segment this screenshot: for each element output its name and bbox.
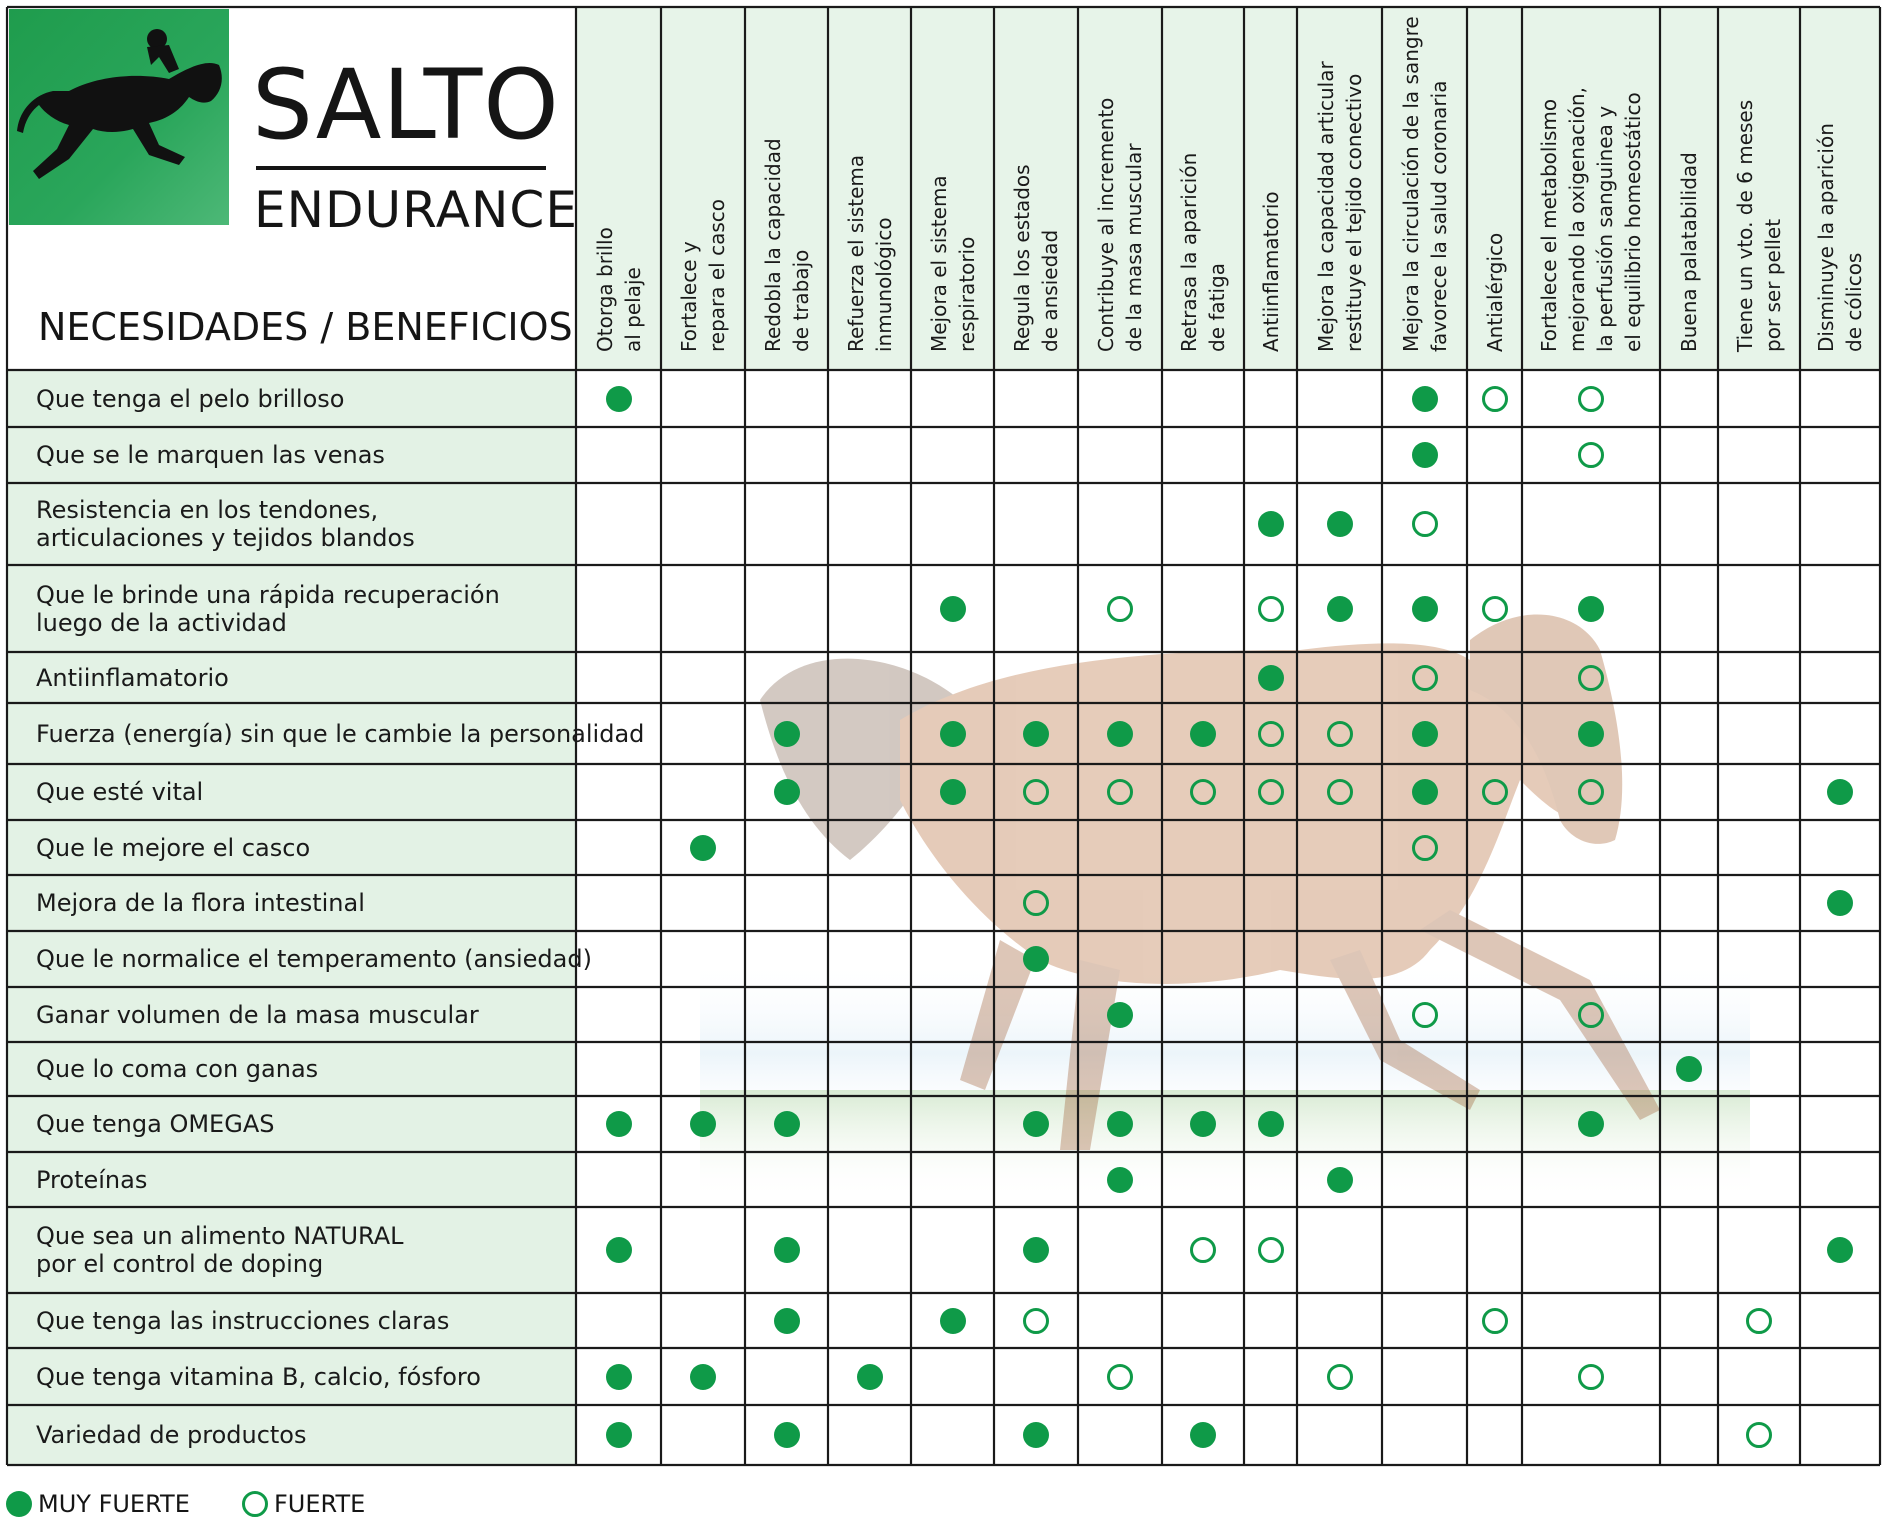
outline-circle-icon <box>1258 779 1284 805</box>
filled-circle-icon <box>1258 1111 1284 1137</box>
filled-circle-icon <box>1107 1111 1133 1137</box>
outline-circle-icon <box>1578 1002 1604 1028</box>
filled-circle-icon <box>1412 386 1438 412</box>
outline-circle-icon <box>1482 386 1508 412</box>
outline-circle-icon <box>242 1491 268 1517</box>
outline-circle-icon <box>1746 1422 1772 1448</box>
brand-subtitle: ENDURANCE <box>254 181 578 239</box>
outline-circle-icon <box>1258 721 1284 747</box>
filled-circle-icon <box>940 779 966 805</box>
outline-circle-icon <box>1258 596 1284 622</box>
column-header: Tiene un vto. de 6 meses por ser pellet <box>1733 99 1785 352</box>
filled-circle-icon <box>1190 1422 1216 1448</box>
outline-circle-icon <box>1578 1364 1604 1390</box>
logo-box <box>9 9 229 225</box>
outline-circle-icon <box>1746 1308 1772 1334</box>
filled-circle-icon <box>1412 721 1438 747</box>
row-label: Ganar volumen de la masa muscular <box>36 1000 479 1029</box>
filled-circle-icon <box>606 386 632 412</box>
row-label: Que le normalice el temperamento (ansiedad) <box>36 945 592 973</box>
filled-circle-icon <box>774 1308 800 1334</box>
legend-strong-label: MUY FUERTE <box>38 1490 190 1518</box>
row-label: Que le mejore el casco <box>36 833 311 862</box>
row-label: Antiinflamatorio <box>36 663 229 692</box>
outline-circle-icon <box>1107 1364 1133 1390</box>
filled-circle-icon <box>1412 442 1438 468</box>
outline-circle-icon <box>1327 779 1353 805</box>
filled-circle-icon <box>606 1111 632 1137</box>
outline-circle-icon <box>1482 1308 1508 1334</box>
filled-circle-icon <box>690 1364 716 1390</box>
outline-circle-icon <box>1023 1308 1049 1334</box>
filled-circle-icon <box>940 1308 966 1334</box>
filled-circle-icon <box>1327 511 1353 537</box>
filled-circle-icon <box>1107 1167 1133 1193</box>
column-header: Mejora la circulación de la sangre favorece la salud coronaria <box>1398 16 1451 352</box>
legend-strong <box>6 1490 190 1518</box>
filled-circle-icon <box>774 779 800 805</box>
outline-circle-icon <box>1578 386 1604 412</box>
column-header: Fortalece el metabolismo mejorando la oxigenación, la perfusión sanguinea y el equilibrio homeostático <box>1537 87 1645 352</box>
column-header: Refuerza el sistema inmunológico <box>843 154 896 352</box>
row-label: Que sea un alimento NATURAL por el control de doping <box>36 1222 404 1278</box>
filled-circle-icon <box>1190 1111 1216 1137</box>
column-header: Mejora el sistema respiratorio <box>926 175 979 352</box>
filled-circle-icon <box>1578 596 1604 622</box>
legend-medium-label: FUERTE <box>274 1490 366 1518</box>
outline-circle-icon <box>1327 721 1353 747</box>
filled-circle-icon <box>1327 1167 1353 1193</box>
column-header: Redobla la capacidad de trabajo <box>760 138 813 352</box>
row-label: Que tenga el pelo brilloso <box>36 384 345 413</box>
row-label: Que tenga OMEGAS <box>36 1110 275 1138</box>
outline-circle-icon <box>1412 1002 1438 1028</box>
column-header: Fortalece y repara el casco <box>677 199 729 352</box>
column-header: Otorga brillo al pelaje <box>592 227 645 352</box>
filled-circle-icon <box>1827 1237 1853 1263</box>
filled-circle-icon <box>606 1237 632 1263</box>
row-label: Que lo coma con ganas <box>36 1055 319 1083</box>
outline-circle-icon <box>1107 779 1133 805</box>
row-label: Que le brinde una rápida recuperación luego de la actividad <box>36 580 500 637</box>
filled-circle-icon <box>940 721 966 747</box>
filled-circle-icon <box>690 835 716 861</box>
column-header: Antiinflamatorio <box>1258 191 1283 352</box>
outline-circle-icon <box>1190 1237 1216 1263</box>
filled-circle-icon <box>774 1237 800 1263</box>
filled-circle-icon <box>1258 665 1284 691</box>
filled-circle-icon <box>690 1111 716 1137</box>
filled-circle-icon <box>1023 1237 1049 1263</box>
outline-circle-icon <box>1578 665 1604 691</box>
outline-circle-icon <box>1327 1364 1353 1390</box>
outline-circle-icon <box>1023 779 1049 805</box>
brand-divider <box>256 166 546 170</box>
column-header: Mejora la capacidad articular restituye el tejido conectivo <box>1313 61 1366 352</box>
outline-circle-icon <box>1482 596 1508 622</box>
filled-circle-icon <box>1190 721 1216 747</box>
column-header: Antialérgico <box>1482 232 1507 352</box>
outline-circle-icon <box>1482 779 1508 805</box>
outline-circle-icon <box>1258 1237 1284 1263</box>
row-label: Variedad de productos <box>36 1421 307 1449</box>
row-label: Resistencia en los tendones, articulaciones y tejidos blandos <box>36 496 415 552</box>
outline-circle-icon <box>1578 442 1604 468</box>
filled-circle-icon <box>1023 946 1049 972</box>
filled-circle-icon <box>1023 1422 1049 1448</box>
brand-title: SALTO <box>252 49 560 161</box>
filled-circle-icon <box>606 1364 632 1390</box>
row-label: Proteínas <box>36 1165 148 1194</box>
column-header: Disminuye la aparición de cólicos <box>1814 123 1866 352</box>
filled-circle-icon <box>1023 721 1049 747</box>
column-header: Buena palatabilidad <box>1677 152 1701 352</box>
filled-circle-icon <box>1023 1111 1049 1137</box>
filled-circle-icon <box>1827 779 1853 805</box>
outline-circle-icon <box>1107 596 1133 622</box>
outline-circle-icon <box>1412 665 1438 691</box>
outline-circle-icon <box>1412 835 1438 861</box>
filled-circle-icon <box>774 721 800 747</box>
filled-circle-icon <box>1327 596 1353 622</box>
filled-circle-icon <box>1578 721 1604 747</box>
horse-jumper-icon <box>9 9 229 225</box>
filled-circle-icon <box>1827 890 1853 916</box>
filled-circle-icon <box>1107 721 1133 747</box>
row-label: Que esté vital <box>36 778 204 806</box>
column-header: Regula los estados de ansiedad <box>1010 164 1062 352</box>
row-label: Que tenga vitamina B, calcio, fósforo <box>36 1362 481 1391</box>
column-header: Retrasa la aparición de fatiga <box>1177 152 1229 352</box>
needs-benefits-title: NECESIDADES / BENEFICIOS <box>38 305 573 349</box>
filled-circle-icon <box>1107 1002 1133 1028</box>
filled-circle-icon <box>774 1111 800 1137</box>
filled-circle-icon <box>1412 779 1438 805</box>
outline-circle-icon <box>1190 779 1216 805</box>
filled-circle-icon <box>1258 511 1284 537</box>
filled-circle-icon <box>940 596 966 622</box>
row-label: Que tenga las instrucciones claras <box>36 1306 450 1335</box>
filled-circle-icon <box>774 1422 800 1448</box>
row-label: Fuerza (energía) sin que le cambie la personalidad <box>36 719 645 748</box>
row-label: Que se le marquen las venas <box>36 441 385 469</box>
row-label: Mejora de la flora intestinal <box>36 889 365 917</box>
filled-circle-icon <box>606 1422 632 1448</box>
outline-circle-icon <box>1578 779 1604 805</box>
filled-circle-icon <box>1412 596 1438 622</box>
outline-circle-icon <box>1412 511 1438 537</box>
legend-medium <box>242 1490 365 1518</box>
filled-circle-icon <box>857 1364 883 1390</box>
outline-circle-icon <box>1023 890 1049 916</box>
filled-circle-icon <box>6 1491 32 1517</box>
filled-circle-icon <box>1578 1111 1604 1137</box>
column-header: Contribuye al incremento de la masa muscular <box>1094 97 1146 352</box>
filled-circle-icon <box>1676 1056 1702 1082</box>
